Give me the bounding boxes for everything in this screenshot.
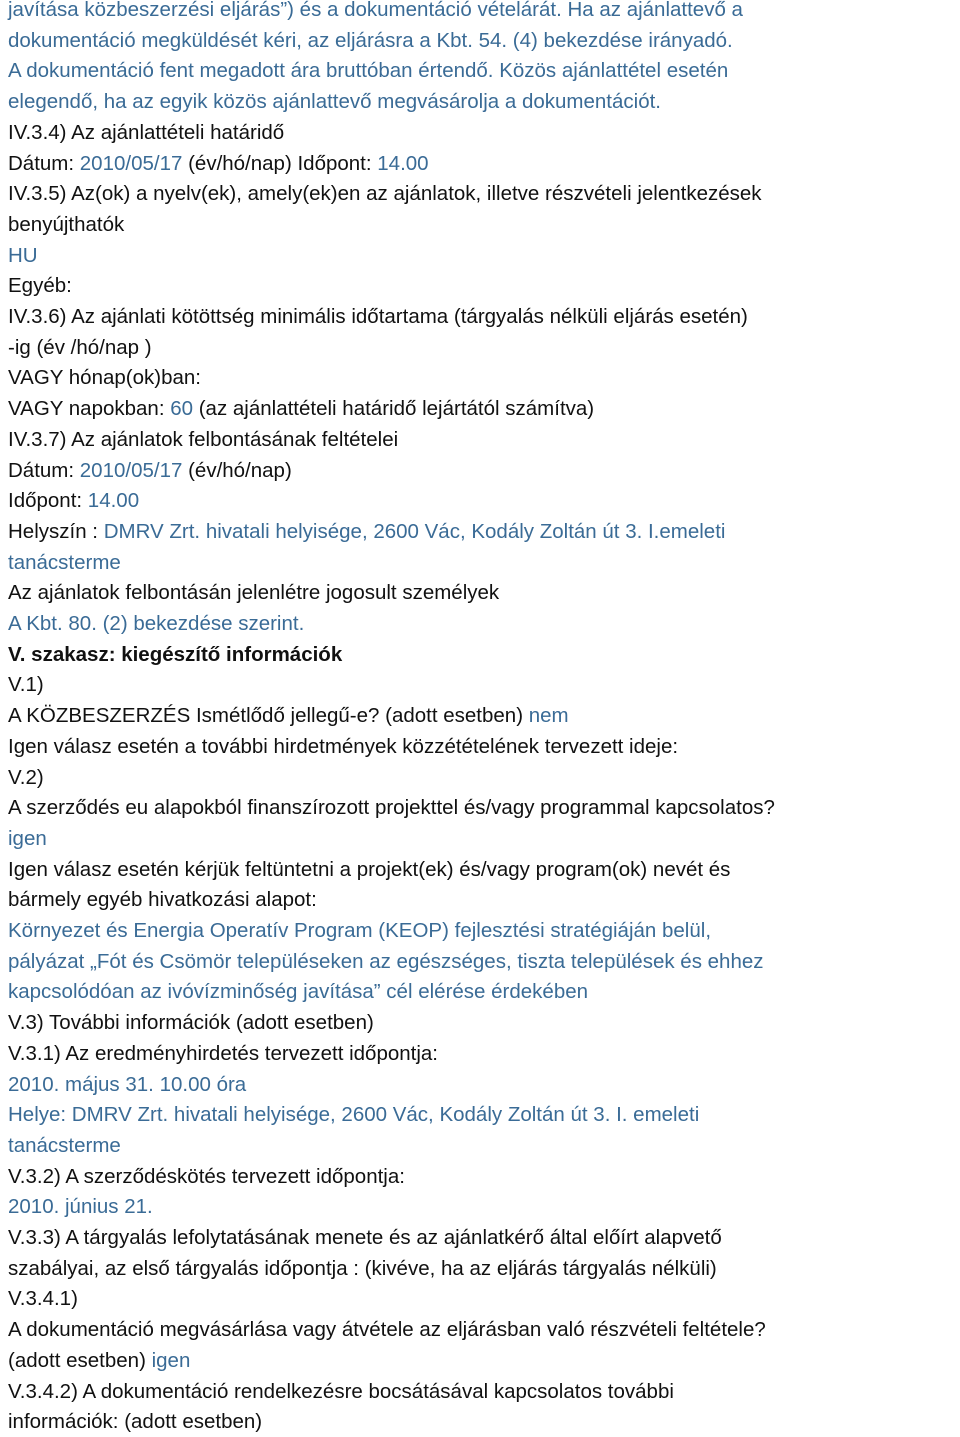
field-label: Időpont: <box>8 489 88 513</box>
text-line <box>8 732 678 762</box>
text-line <box>8 56 728 86</box>
field-label: információk: (adott esetben) <box>8 1410 263 1434</box>
field-value: 2010/05/17 <box>79 458 183 482</box>
field-value: A dokumentáció fent megadott ára bruttóban értendő. Közös ajánlattétel esetén <box>8 59 729 83</box>
text-line <box>8 548 121 578</box>
field-label: V.3.1) Az eredményhirdetés tervezett időpontja: <box>8 1041 438 1065</box>
field-label: Helyszín : <box>8 519 104 543</box>
field-label: (adott esetben) <box>8 1348 152 1372</box>
text-line <box>8 609 304 639</box>
field-value: 14.00 <box>87 489 140 513</box>
field-value: HU <box>8 243 38 267</box>
field-label: V.2) <box>8 765 44 789</box>
field-value: Helye: DMRV Zrt. hivatali helyisége, 2600 Vác, Kodály Zoltán út 3. I. emeleti <box>8 1103 700 1127</box>
field-label: IV.3.7) Az ajánlatok felbontásának feltételei <box>8 427 399 451</box>
text-line <box>8 824 47 854</box>
text-line <box>8 1223 722 1253</box>
text-line <box>8 1100 699 1130</box>
field-label: szabályai, az első tárgyalás időpontja : (kivéve, ha az eljárás tárgyalás nélküli) <box>8 1256 717 1280</box>
text-line <box>8 1070 246 1100</box>
field-value: elegendő, ha az egyik közös ajánlattevő megvásárolja a dokumentációt. <box>8 90 661 114</box>
field-label: -ig (év /hó/nap ) <box>8 335 152 359</box>
text-line <box>8 363 201 393</box>
field-label: bármely egyéb hivatkozási alapot: <box>8 888 317 912</box>
text-line <box>8 1008 374 1038</box>
field-label: (év/hó/nap) Időpont: <box>182 151 378 175</box>
field-label: A KÖZBESZERZÉS Ismétlődő jellegű-e? (adott esetben) <box>8 704 529 728</box>
field-value: nem <box>528 704 569 728</box>
text-line <box>8 1407 262 1437</box>
text-line <box>8 456 292 486</box>
field-value: igen <box>8 826 47 850</box>
text-line <box>8 763 44 793</box>
field-value: javítása közbeszerzési eljárás”) és a dokumentáció vételárát. Ha az ajánlattevő a <box>8 0 743 21</box>
text-line <box>8 701 569 731</box>
field-label: V.3.3) A tárgyalás lefolytatásának menete és az ajánlatkérő által előírt alapvető <box>8 1226 722 1249</box>
text-line <box>8 0 743 25</box>
field-label: V.1) <box>8 673 44 697</box>
field-label: Igen válasz esetén a további hirdetmények közzétételének tervezett ideje: <box>8 734 679 758</box>
field-label: Az ajánlatok felbontásán jelenlétre jogosult személyek <box>8 581 500 605</box>
field-value: 2010. május 31. 10.00 óra <box>8 1072 247 1096</box>
field-label: VAGY hónap(ok)ban: <box>8 366 201 390</box>
field-label: A szerződés eu alapokból finanszírozott projekttel és/vagy programmal kapcsolatos? <box>8 796 775 820</box>
field-value: DMRV Zrt. hivatali helyisége, 2600 Vác, Kodály Zoltán út 3. I.emeleti <box>103 519 726 543</box>
field-label: IV.3.6) Az ajánlati kötöttség minimális időtartama (tárgyalás nélküli eljárás esetén) <box>8 305 748 328</box>
text-line <box>8 241 38 271</box>
field-value: 2010/05/17 <box>79 151 183 175</box>
text-line <box>8 210 124 240</box>
text-line <box>8 640 342 670</box>
field-label: V.3) További információk (adott esetben) <box>8 1011 374 1035</box>
field-label: V.3.4.2) A dokumentáció rendelkezésre bocsátásával kapcsolatos további <box>8 1379 674 1403</box>
field-label: (az ajánlattételi határidő lejártától számítva) <box>193 397 595 421</box>
text-line <box>8 1192 153 1222</box>
text-line <box>8 425 398 455</box>
field-value: 14.00 <box>377 151 429 175</box>
text-line <box>8 855 730 885</box>
text-line <box>8 517 725 547</box>
field-value: tanácsterme <box>8 550 121 574</box>
field-label: A dokumentáció megvásárlása vagy átvétele az eljárásban való részvételi feltétele? <box>8 1318 766 1342</box>
field-label: benyújthatók <box>8 212 125 236</box>
text-line <box>8 1254 717 1284</box>
text-line <box>8 1131 121 1161</box>
text-line <box>8 947 764 977</box>
field-label: V.3.4.1) <box>8 1287 78 1311</box>
text-line <box>8 977 588 1007</box>
text-line <box>8 179 762 209</box>
text-line <box>8 333 152 363</box>
text-line <box>8 1039 438 1069</box>
text-line <box>8 1377 674 1407</box>
field-label: V.3.2) A szerződéskötés tervezett időpontja: <box>8 1164 405 1188</box>
field-value: igen <box>151 1348 191 1372</box>
field-label: Dátum: <box>8 151 80 175</box>
text-line <box>8 916 711 946</box>
field-label: Egyéb: <box>8 274 72 298</box>
field-value: kapcsolódóan az ivóvízminőség javítása” cél elérése érdekében <box>8 980 589 1004</box>
field-label: VAGY napokban: <box>8 397 171 421</box>
text-line <box>8 271 72 301</box>
text-line <box>8 149 429 179</box>
text-line <box>8 302 748 332</box>
text-line <box>8 1346 190 1376</box>
field-value: dokumentáció megküldését kéri, az eljárásra a Kbt. 54. (4) bekezdése irányadó. <box>8 28 733 52</box>
text-line <box>8 793 775 823</box>
text-line <box>8 1284 78 1314</box>
field-label: Igen válasz esetén kérjük feltüntetni a projekt(ek) és/vagy program(ok) nevét és <box>8 857 731 881</box>
text-line <box>8 26 733 56</box>
field-label: IV.3.5) Az(ok) a nyelv(ek), amely(ek)en az ajánlatok, illetve részvételi jelentkezések <box>8 182 762 206</box>
text-line <box>8 118 284 148</box>
text-line <box>8 885 317 915</box>
text-line <box>8 486 139 516</box>
field-value: Környezet és Energia Operatív Program (KEOP) fejlesztési stratégiáján belül, <box>8 919 712 942</box>
field-value: 2010. június 21. <box>8 1195 153 1219</box>
text-line <box>8 394 594 424</box>
field-value: A Kbt. 80. (2) bekezdése szerint. <box>8 612 305 635</box>
field-value: pályázat „Fót és Csömör településeken az egészséges, tiszta települések és ehhez <box>8 949 764 973</box>
field-value: 60 <box>170 397 194 421</box>
text-line <box>8 578 499 608</box>
section-heading: V. szakasz: kiegészítő információk <box>8 642 343 666</box>
text-line <box>8 1162 405 1192</box>
field-label: (év/hó/nap) <box>182 458 292 482</box>
field-value: tanácsterme <box>8 1133 121 1157</box>
text-line <box>8 1315 766 1345</box>
field-label: IV.3.4) Az ajánlattételi határidő <box>8 120 285 144</box>
field-label: Dátum: <box>8 458 80 482</box>
text-line <box>8 87 661 117</box>
text-line <box>8 670 44 700</box>
